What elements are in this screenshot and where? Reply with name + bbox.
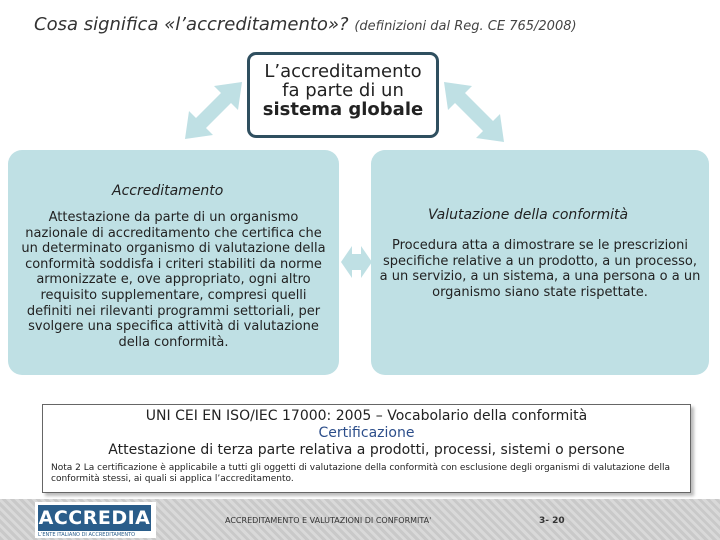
slide-title-sub: (definizioni dal Reg. CE 765/2008) [354, 19, 577, 34]
global-system-box [247, 52, 439, 138]
conformity-assessment-heading: Valutazione della conformità [428, 207, 629, 223]
center-line-2: fa parte di un [282, 80, 404, 101]
conformity-assessment-definition: Procedura atta a dimostrare se le prescrizioni specifiche relative a un prodotto, a un processo, a un servizio, a un sistema, a una persona o a un organismo siano state rispettate. [379, 238, 701, 300]
logo-wordmark: ACCREDIA [38, 507, 151, 529]
accreditation-panel [8, 150, 339, 375]
center-line-1: L’accreditamento [264, 61, 422, 82]
certification-definition: Attestazione di terza parte relativa a prodotti, processi, sistemi o persone [108, 442, 625, 458]
accreditation-heading: Accreditamento [112, 183, 224, 199]
horizontal-double-arrow [341, 246, 372, 278]
footer-caption: ACCREDITAMENTO E VALUTAZIONI DI CONFORMITA' [225, 516, 432, 525]
left-diagonal-arrow [185, 82, 242, 139]
right-diagonal-arrow [444, 82, 504, 142]
certification-term: Certificazione [318, 425, 415, 441]
certification-definition-box [42, 404, 691, 493]
logo-tagline: L’ENTE ITALIANO DI ACCREDITAMENTO [38, 532, 136, 538]
accredia-logo [35, 502, 156, 538]
certification-note: Nota 2 La certificazione è applicabile a tutti gli oggetti di valutazione della conformità con esclusione degli organismi di valutazione della conformità stessi, ai quali si applica l’accreditamento. [51, 463, 670, 484]
center-line-3: sistema globale [262, 99, 424, 120]
accreditation-definition: Attestazione da parte di un organismo nazionale di accreditamento che certifica che un determinato organismo di valutazione della conformità soddisfa i criteri stabiliti da norme armonizzate e, ove appropriato, ogni altro requisito supplementare, compresi quelli definiti nei rilevanti programmi settoriali, per svolgere una specifica attività di valutazione della conformità. [21, 210, 326, 350]
page-number: 3- 20 [539, 516, 565, 526]
slide-title-main: Cosa significa «l’accreditamento»? [34, 14, 349, 35]
conformity-assessment-panel [371, 150, 709, 375]
standard-reference: UNI CEI EN ISO/IEC 17000: 2005 – Vocabolario della conformità [145, 408, 588, 424]
